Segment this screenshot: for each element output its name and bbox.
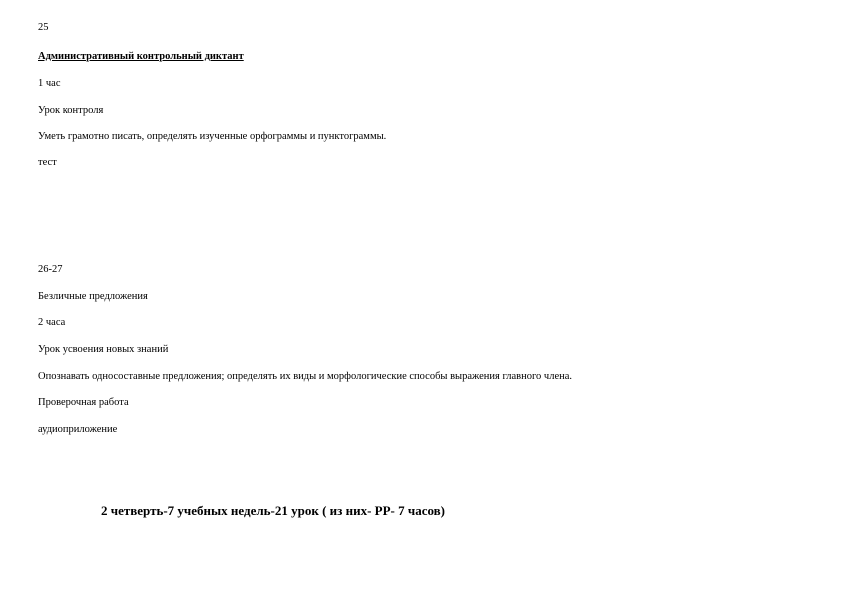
quarter-heading: 2 четверть-7 учебных недель-21 урок ( из них- РР- 7 часов) <box>101 503 446 518</box>
lesson-goal: Опознавать односоставные предложения; определять их виды и морфологические способы выражения главного члена. <box>38 371 573 382</box>
lesson-type: Урок контроля <box>38 105 104 116</box>
lesson-title: Административный контрольный диктант <box>38 51 244 62</box>
lesson-control: Проверочная работа <box>38 397 129 408</box>
lesson-goal: Уметь грамотно писать, определять изученные орфограммы и пунктограммы. <box>38 131 387 142</box>
lesson-resource: аудиоприложение <box>38 424 118 435</box>
lesson-number: 25 <box>38 22 49 33</box>
lesson-control: тест <box>38 157 57 168</box>
lesson-number: 26-27 <box>38 264 63 275</box>
lesson-type: Урок усвоения новых знаний <box>38 344 169 355</box>
lesson-hours: 1 час <box>38 78 61 89</box>
lesson-title: Безличные предложения <box>38 291 148 302</box>
lesson-hours: 2 часа <box>38 317 66 328</box>
